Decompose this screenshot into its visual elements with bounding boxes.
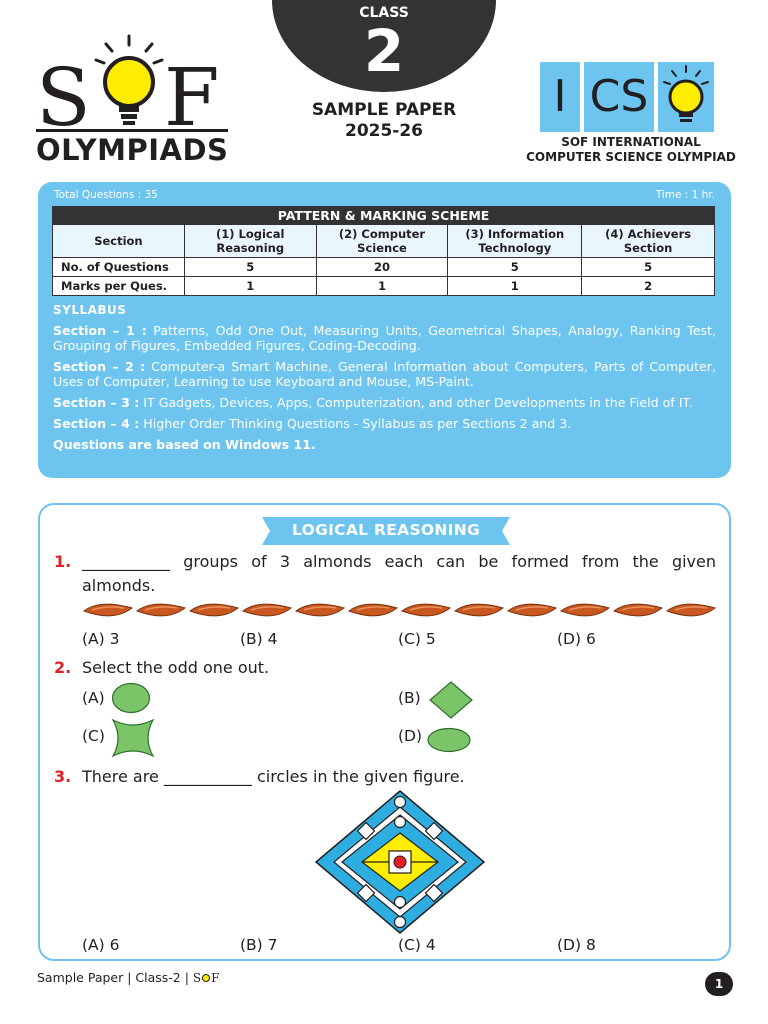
header-cell: Section — [53, 225, 185, 258]
mini-s: S — [192, 971, 202, 985]
bulb-icon — [94, 34, 164, 134]
sof-logo — [36, 34, 229, 167]
concave-star-shape — [111, 718, 155, 758]
question-1 — [54, 551, 734, 599]
q1-option-d[interactable]: (D) 6 — [557, 630, 596, 648]
almond — [349, 604, 397, 616]
q1-option-b[interactable]: (B) 4 — [240, 630, 278, 648]
table-cell: 5 — [582, 258, 715, 277]
syllabus — [53, 303, 716, 452]
diamond-shape — [428, 680, 474, 720]
q2-option-a[interactable]: (A) — [82, 689, 105, 707]
table-row — [53, 277, 715, 296]
almond — [137, 604, 185, 616]
q2-option-d[interactable]: (D) — [398, 727, 423, 745]
syllabus-section-2 — [53, 359, 716, 389]
title-line-1: SAMPLE PAPER — [311, 100, 457, 120]
syllabus-section-1 — [53, 323, 716, 353]
footer-label: Sample Paper | Class-2 | — [37, 970, 189, 985]
table-cell: 2 — [582, 277, 715, 296]
table-cell: 1 — [316, 277, 448, 296]
almond — [402, 604, 450, 616]
syllabus-heading: SYLLABUS — [53, 303, 127, 317]
q3-option-a[interactable]: (A) 6 — [82, 936, 120, 954]
header-cell: (4) Achievers Section — [582, 225, 715, 258]
question-text-cont: almonds. — [82, 576, 156, 595]
q2-option-c[interactable]: (C) — [82, 727, 105, 745]
section-text: Computer-a Smart Machine, General Information about Computers, Parts of Computer, Uses of Computer, Learning to use Keyboard and Mouse, MS-Paint. — [53, 359, 716, 389]
q1-option-c[interactable]: (C) 5 — [398, 630, 436, 648]
table-cell: 1 — [448, 277, 582, 296]
class-tab — [272, 0, 496, 92]
icso-cs: CS — [584, 62, 654, 132]
table-title: PATTERN & MARKING SCHEME — [53, 207, 715, 225]
class-label: CLASS — [359, 5, 409, 21]
mini-bulb-icon — [202, 974, 210, 982]
almond — [243, 604, 291, 616]
almond — [561, 604, 609, 616]
table-cell: 1 — [184, 277, 316, 296]
circles-figure — [314, 789, 486, 935]
section-label: Section – 1 : — [53, 323, 147, 338]
footer-sof-mini-logo — [193, 971, 220, 985]
icso-caption — [524, 135, 738, 165]
section-label: Section – 3 : — [53, 395, 140, 410]
q3-option-c[interactable]: (C) 4 — [398, 936, 436, 954]
header-cell: (3) Information Technology — [448, 225, 582, 258]
circle-shape — [111, 682, 151, 714]
table-header-row — [53, 225, 715, 258]
title-line-2: 2025-26 — [344, 121, 424, 141]
section-text: IT Gadgets, Devices, Apps, Computerization, and other Developments in the Field of IT. — [139, 395, 693, 410]
icso-o-box — [658, 62, 714, 132]
oval-shape — [426, 726, 472, 754]
section-label: Section – 4 : — [53, 416, 140, 431]
question-number: 2. — [54, 658, 72, 677]
table-title-row — [53, 207, 715, 225]
table-cell: 5 — [448, 258, 582, 277]
marking-scheme-table — [52, 206, 715, 296]
footer-text — [37, 970, 219, 985]
total-questions: Total Questions : 35 — [54, 189, 158, 201]
question-text: There are ___________ circles in the given figure. — [82, 767, 465, 786]
sof-letter-s: S — [36, 51, 91, 144]
almond — [508, 604, 556, 616]
question-number: 3. — [54, 767, 72, 786]
table-row — [53, 258, 715, 277]
question-2 — [54, 657, 454, 679]
almond — [614, 604, 662, 616]
icso-i: I — [540, 62, 580, 132]
syllabus-section-3 — [53, 395, 716, 410]
sample-paper-title — [270, 100, 498, 142]
bulb-icon — [658, 62, 714, 132]
almonds-figure — [80, 598, 720, 622]
question-number: 1. — [54, 552, 72, 571]
q3-option-b[interactable]: (B) 7 — [240, 936, 278, 954]
question-3 — [54, 766, 654, 788]
header-cell: (1) Logical Reasoning — [184, 225, 316, 258]
header-cell: (2) Computer Science — [316, 225, 448, 258]
section-text: Higher Order Thinking Questions - Syllabus as per Sections 2 and 3. — [139, 416, 572, 431]
mini-f: F — [211, 971, 220, 985]
almond — [190, 604, 238, 616]
almond — [296, 604, 344, 616]
q1-option-a[interactable]: (A) 3 — [82, 630, 120, 648]
icso-logo — [540, 62, 714, 132]
almond — [667, 604, 715, 616]
question-text: ___________ groups of 3 almonds each can be formed from the given — [82, 552, 716, 571]
syllabus-section-4 — [53, 416, 716, 431]
section-title: LOGICAL REASONING — [291, 521, 481, 539]
q3-option-d[interactable]: (D) 8 — [557, 936, 596, 954]
exam-time: Time : 1 hr. — [655, 189, 715, 201]
class-number: 2 — [363, 17, 405, 85]
icso-caption-line-1: SOF INTERNATIONAL — [561, 135, 701, 149]
table-cell: 5 — [184, 258, 316, 277]
table-cell: 20 — [316, 258, 448, 277]
section-text: Patterns, Odd One Out, Measuring Units, Geometrical Shapes, Analogy, Ranking Test, Grouping of Figures, Embedded Figures, Coding-Decoding. — [53, 323, 716, 353]
question-text: Select the odd one out. — [82, 658, 270, 677]
pattern-info-panel — [38, 182, 731, 478]
section-ribbon — [262, 517, 510, 545]
almond — [455, 604, 503, 616]
row-label: No. of Questions — [53, 258, 185, 277]
q2-option-b[interactable]: (B) — [398, 689, 421, 707]
section-label: Section – 2 : — [53, 359, 146, 374]
almond — [84, 604, 132, 616]
sof-letter-f: F — [164, 51, 220, 144]
windows-note: Questions are based on Windows 11. — [53, 437, 316, 452]
row-label: Marks per Ques. — [53, 277, 185, 296]
icso-caption-line-2: COMPUTER SCIENCE OLYMPIAD — [526, 150, 736, 164]
sof-olympiads-text: OLYMPIADS — [36, 129, 228, 166]
page-number: 1 — [705, 972, 733, 996]
